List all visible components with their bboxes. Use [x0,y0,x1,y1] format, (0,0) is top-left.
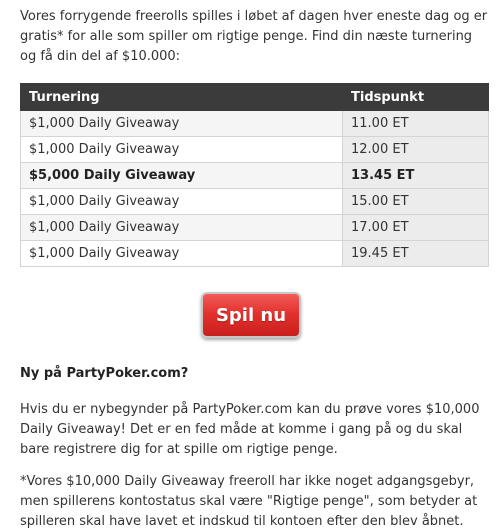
tournament-name: $5,000 Daily Giveaway [21,163,343,189]
terms-paragraph: *Vores $10,000 Daily Giveaway freeroll har ikke noget adgangsgebyr, men spillerens kontostatus skal være "Rigtige penge", som betyder at spilleren skal have lavet et indskud til kontoen efter den blev åbnet. [20,474,478,529]
tournament-time: 11.00 ET [343,111,489,137]
column-header-tournament: Turnering [21,84,343,111]
tournament-name: $1,000 Daily Giveaway [21,215,343,241]
column-header-time: Tidspunkt [343,84,489,111]
intro-text: Vores forrygende freerolls spilles i løbet af dagen hver eneste dag og er gratis* for alle som spiller om rigtige penge. Find din næste turnering og få din del af $10.000: [20,9,488,64]
tournament-time: 19.45 ET [343,241,489,267]
new-player-heading: Ny på PartyPoker.com? [20,366,189,381]
tournament-time: 12.00 ET [343,137,489,163]
tournament-time: 15.00 ET [343,189,489,215]
table-row [21,241,489,267]
table-row [21,189,489,215]
tournament-time: 13.45 ET [343,163,489,189]
tournament-name: $1,000 Daily Giveaway [21,189,343,215]
table-row [21,111,489,137]
beginner-paragraph: Hvis du er nybegynder på PartyPoker.com kan du prøve vores $10,000 Daily Giveaway! Det er en fed måde at komme i gang på og du skal bare registrere dig for at spille om rigtige penge. [20,402,480,457]
tournament-name: $1,000 Daily Giveaway [21,137,343,163]
tournament-name: $1,000 Daily Giveaway [21,111,343,137]
table-row [21,215,489,241]
tournament-name: $1,000 Daily Giveaway [21,241,343,267]
table-row [21,137,489,163]
table-row-featured [21,163,489,189]
table-header-row [21,84,489,111]
tournament-time: 17.00 ET [343,215,489,241]
play-now-button[interactable]: Spil nu [201,292,301,338]
freeroll-schedule-table [20,83,489,267]
